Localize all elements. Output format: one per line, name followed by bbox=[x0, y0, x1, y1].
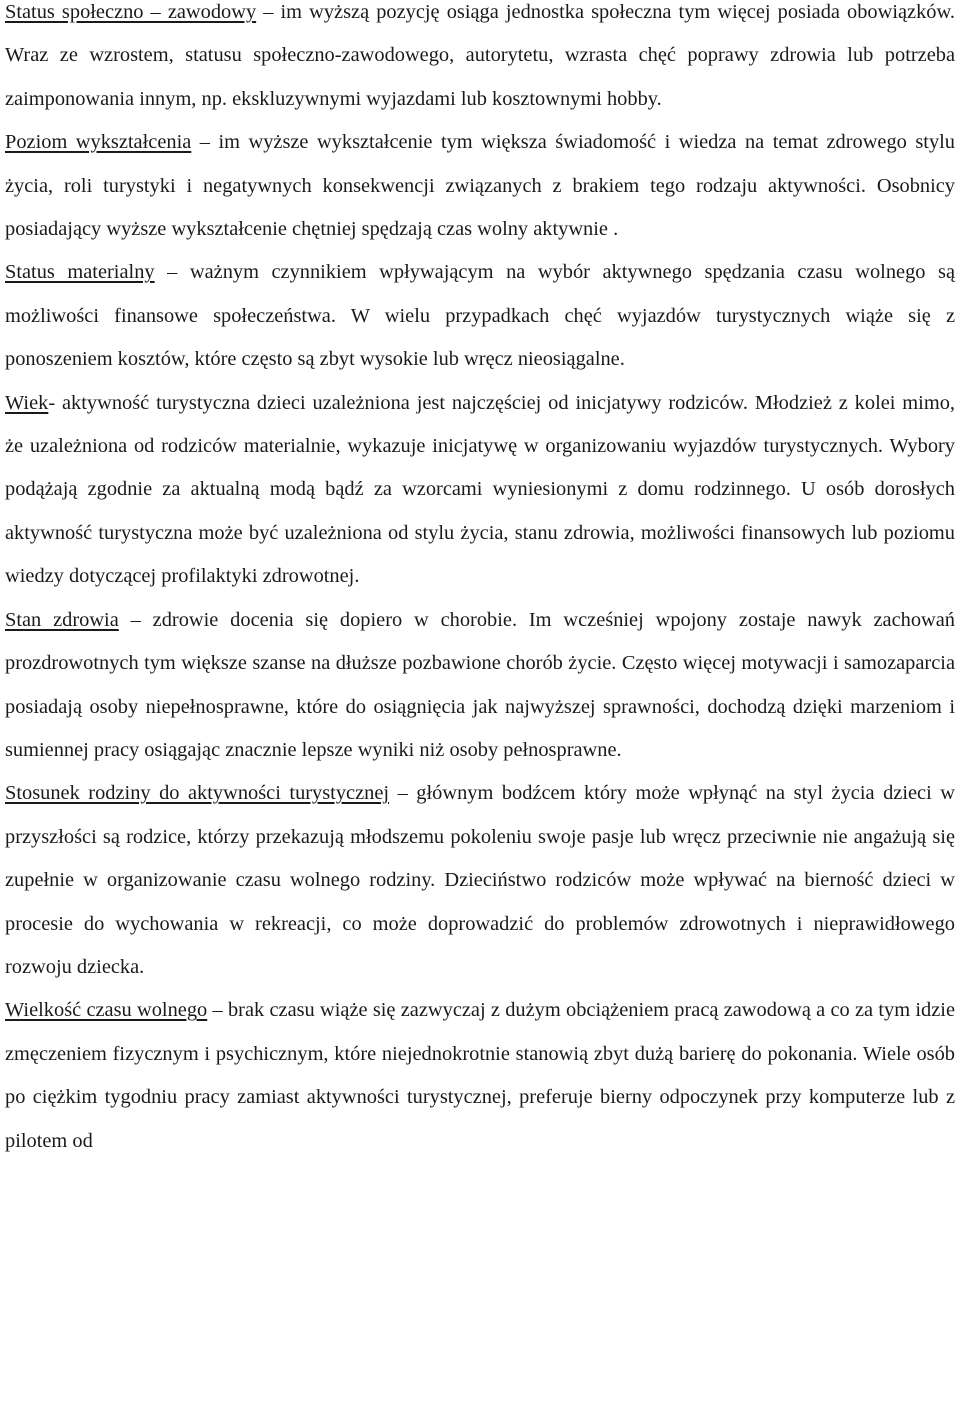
text-stan-zdrowia: – zdrowie docenia się dopiero w chorobie. Im wcześniej wpojony zostaje nawyk zachowań prozdrowotnych tym większe szanse na dłuższe pozbawione chorób życie. Często więcej motywacji i samozaparcia posiadają osoby niepełnosprawne, które do osiągnięcia jak najwyższej sprawności, dochodzą dzięki marzeniom i sumiennej pracy osiągając znacznie lepsze wyniki niż osoby pełnosprawne. bbox=[5, 608, 956, 761]
heading-stosunek-rodziny: Stosunek rodziny do aktywności turystycznej bbox=[5, 782, 390, 805]
text-stosunek-rodziny: – głównym bodźcem który może wpłynąć na styl życia dzieci w przyszłości są rodzice, którzy przekazują młodszemu pokoleniu swoje pasje lub wręcz przeciwnie nie angażują się zupełnie w organizowanie czasu wolnego rodziny. Dzieciństwo rodziców może wpływać na bierność dzieci w procesie do wychowania w rekreacji, co może doprowadzić do problemów zdrowotnych i nieprawidłowego rozwoju dziecka. bbox=[5, 782, 955, 978]
heading-status-spoleczno-zawodowy: Status społeczno – zawodowy bbox=[5, 1, 257, 23]
document-body bbox=[5, 0, 955, 1163]
heading-poziom-wyksztalcenia: Poziom wykształcenia bbox=[5, 131, 192, 154]
paragraph-status-materialny bbox=[5, 251, 955, 381]
heading-status-materialny: Status materialny bbox=[5, 261, 155, 284]
paragraph-wielkosc-czasu-wolnego bbox=[5, 989, 955, 1163]
paragraph-wiek bbox=[5, 382, 955, 599]
paragraph-stosunek-rodziny bbox=[5, 772, 955, 989]
heading-wielkosc-czasu-wolnego: Wielkość czasu wolnego bbox=[5, 999, 208, 1022]
paragraph-poziom-wyksztalcenia bbox=[5, 121, 955, 251]
paragraph-stan-zdrowia bbox=[5, 599, 955, 773]
text-poziom-wyksztalcenia: – im wyższe wykształcenie tym większa świadomość i wiedza na temat zdrowego stylu życia, roli turystyki i negatywnych konsekwencji związanych z brakiem tego rodzaju aktywności. Osobnicy posiadający wyższe wykształcenie chętniej spędzają czas wolny aktywnie . bbox=[5, 131, 956, 241]
text-status-materialny: – ważnym czynnikiem wpływającym na wybór aktywnego spędzania czasu wolnego są możliwości finansowe społeczeństwa. W wielu przypadkach chęć wyjazdów turystycznych wiąże się z ponoszeniem kosztów, które często są zbyt wysokie lub wręcz nieosiągalne. bbox=[5, 261, 956, 371]
heading-stan-zdrowia: Stan zdrowia bbox=[5, 608, 119, 631]
text-wielkosc-czasu-wolnego: – brak czasu wiąże się zazwyczaj z dużym obciążeniem pracą zawodową a co za tym idzie zmęczeniem fizycznym i psychicznym, które niejednokrotnie stanowią zbyt dużą barierę do pokonania. Wiele osób po ciężkim tygodniu pracy zamiast aktywności turystycznej, preferuje bierny odpoczynek przy komputerze lub z pilotem od bbox=[5, 999, 955, 1152]
heading-wiek: Wiek bbox=[5, 391, 49, 414]
paragraph-status-spoleczno-zawodowy bbox=[5, 0, 955, 121]
text-status-spoleczno-zawodowy: – im wyższą pozycję osiąga jednostka społeczna tym więcej posiada obowiązków. Wraz ze wzrostem, statusu społeczno-zawodowego, autorytetu, wzrasta chęć poprawy zdrowia lub potrzeba zaimponowania innym, np. ekskluzywnymi wyjazdami lub kosztownymi hobby. bbox=[5, 1, 955, 110]
text-wiek: - aktywność turystyczna dzieci uzależniona jest najczęściej od inicjatywy rodziców. Młodzież z kolei mimo, że uzależniona od rodziców materialnie, wykazuje inicjatywę w organizowaniu wyjazdów turystycznych. Wybory podążają zgodnie za aktualną modą bądź za wzorcami wyniesionymi z domu rodzinnego. U osób dorosłych aktywność turystyczna może być uzależniona od stylu życia, stanu zdrowia, możliwości finansowych lub poziomu wiedzy dotyczącej profilaktyki zdrowotnej. bbox=[5, 391, 955, 588]
